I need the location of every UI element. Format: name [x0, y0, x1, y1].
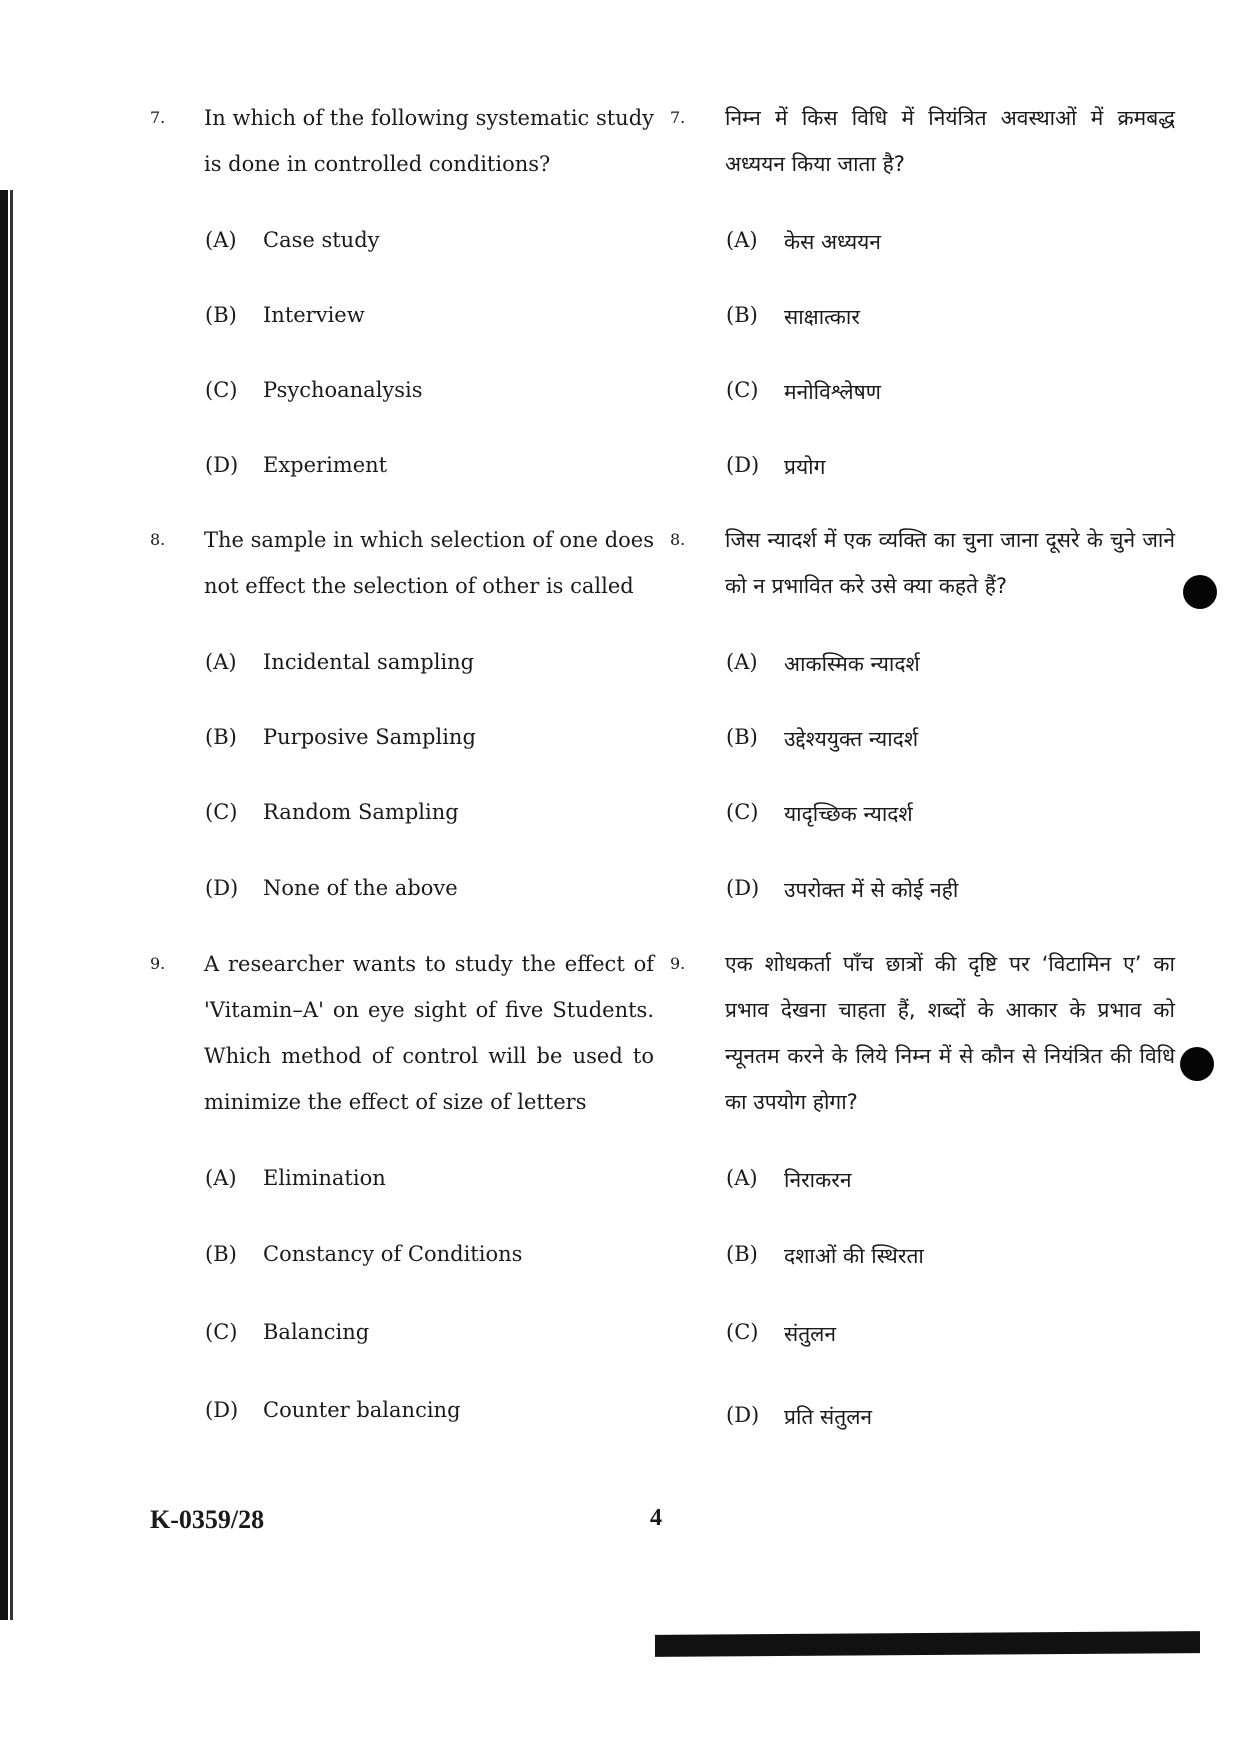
- option-label: (C): [726, 378, 759, 402]
- question-number: 9.: [670, 954, 686, 973]
- question-number: 7.: [670, 108, 686, 127]
- option-text: Balancing: [263, 1320, 370, 1344]
- option-text-hindi: संतुलन: [784, 1322, 837, 1346]
- option-label: (D): [205, 1398, 239, 1422]
- option-label: (A): [205, 650, 237, 674]
- option-text: None of the above: [263, 876, 458, 900]
- option-label: (B): [726, 725, 758, 749]
- question-text: In which of the following systematic study is done in controlled conditions?: [204, 106, 655, 176]
- scan-edge-bottom: [655, 1631, 1200, 1657]
- option-text: Constancy of Conditions: [263, 1242, 523, 1266]
- option-text-hindi: साक्षात्कार: [784, 305, 860, 329]
- option-text-hindi: निराकरन: [784, 1168, 852, 1192]
- question-text-hindi: एक शोधकर्ता पाँच छात्रों की दृष्टि पर ‘विटामिन ए’ का प्रभाव देखना चाहता हैं, शब्दों के आकार के प्रभाव को न्यूनतम करने के लिये निम्न में से कौन से नियंत्रित की विधि का उपयोग होगा?: [725, 952, 1175, 1114]
- scan-edge-left-inner: [10, 190, 13, 1620]
- option-label: (B): [205, 303, 237, 327]
- option-text: Psychoanalysis: [263, 378, 423, 402]
- option-text-hindi: केस अध्ययन: [784, 230, 881, 254]
- option-text-hindi: उद्देश्ययुक्त न्यादर्श: [784, 727, 919, 751]
- option-label: (A): [205, 1166, 237, 1190]
- option-label: (C): [205, 800, 238, 824]
- question-number: 7.: [150, 108, 166, 127]
- option-text-hindi: यादृच्छिक न्यादर्श: [784, 802, 913, 826]
- option-text: Purposive Sampling: [263, 725, 476, 749]
- option-label: (D): [726, 1403, 760, 1427]
- option-text: Random Sampling: [263, 800, 459, 824]
- question-text-hindi: निम्न में किस विधि में नियंत्रित अवस्थाओं में क्रमबद्ध अध्ययन किया जाता है?: [725, 106, 1175, 176]
- option-text-hindi: आकस्मिक न्यादर्श: [784, 652, 920, 676]
- punch-hole-mark: [1180, 1047, 1214, 1081]
- question-number: 9.: [150, 954, 166, 973]
- option-label: (C): [726, 1320, 759, 1344]
- question-text-hindi: जिस न्यादर्श में एक व्यक्ति का चुना जाना दूसरे के चुने जाने को न प्रभावित करे उसे क्या कहते हैं?: [725, 528, 1175, 598]
- option-label: (A): [726, 228, 758, 252]
- option-text: Case study: [263, 228, 380, 252]
- option-label: (D): [205, 453, 239, 477]
- option-label: (B): [205, 725, 237, 749]
- option-label: (D): [726, 876, 760, 900]
- option-label: (A): [726, 650, 758, 674]
- option-label: (C): [726, 800, 759, 824]
- option-text-hindi: प्रति संतुलन: [784, 1405, 873, 1429]
- question-number: 8.: [150, 530, 166, 549]
- option-label: (C): [205, 378, 238, 402]
- option-text: Counter balancing: [263, 1398, 461, 1422]
- option-text: Elimination: [263, 1166, 386, 1190]
- option-text-hindi: दशाओं की स्थिरता: [784, 1244, 924, 1268]
- option-text-hindi: मनोविश्लेषण: [784, 380, 881, 404]
- punch-hole-mark: [1183, 575, 1217, 609]
- option-label: (D): [205, 876, 239, 900]
- option-label: (B): [205, 1242, 237, 1266]
- option-text: Interview: [263, 303, 365, 327]
- option-label: (B): [726, 1242, 758, 1266]
- option-text: Incidental sampling: [263, 650, 475, 674]
- option-label: (A): [726, 1166, 758, 1190]
- option-text: Experiment: [263, 453, 388, 477]
- paper-code: K-0359/28: [150, 1505, 265, 1534]
- option-text-hindi: उपरोक्त में से कोई नही: [784, 878, 959, 902]
- question-text: The sample in which selection of one does not effect the selection of other is called: [204, 528, 654, 598]
- question-text: A researcher wants to study the effect of 'Vitamin–A' on eye sight of five Students. Which method of control will be used to minimize the effect of size of letters: [204, 952, 654, 1114]
- page-number: 4: [650, 1505, 662, 1531]
- option-text-hindi: प्रयोग: [784, 455, 826, 479]
- option-label: (C): [205, 1320, 238, 1344]
- question-number: 8.: [670, 530, 686, 549]
- option-label: (D): [726, 453, 760, 477]
- option-label: (A): [205, 228, 237, 252]
- option-label: (B): [726, 303, 758, 327]
- scan-edge-left: [0, 190, 8, 1620]
